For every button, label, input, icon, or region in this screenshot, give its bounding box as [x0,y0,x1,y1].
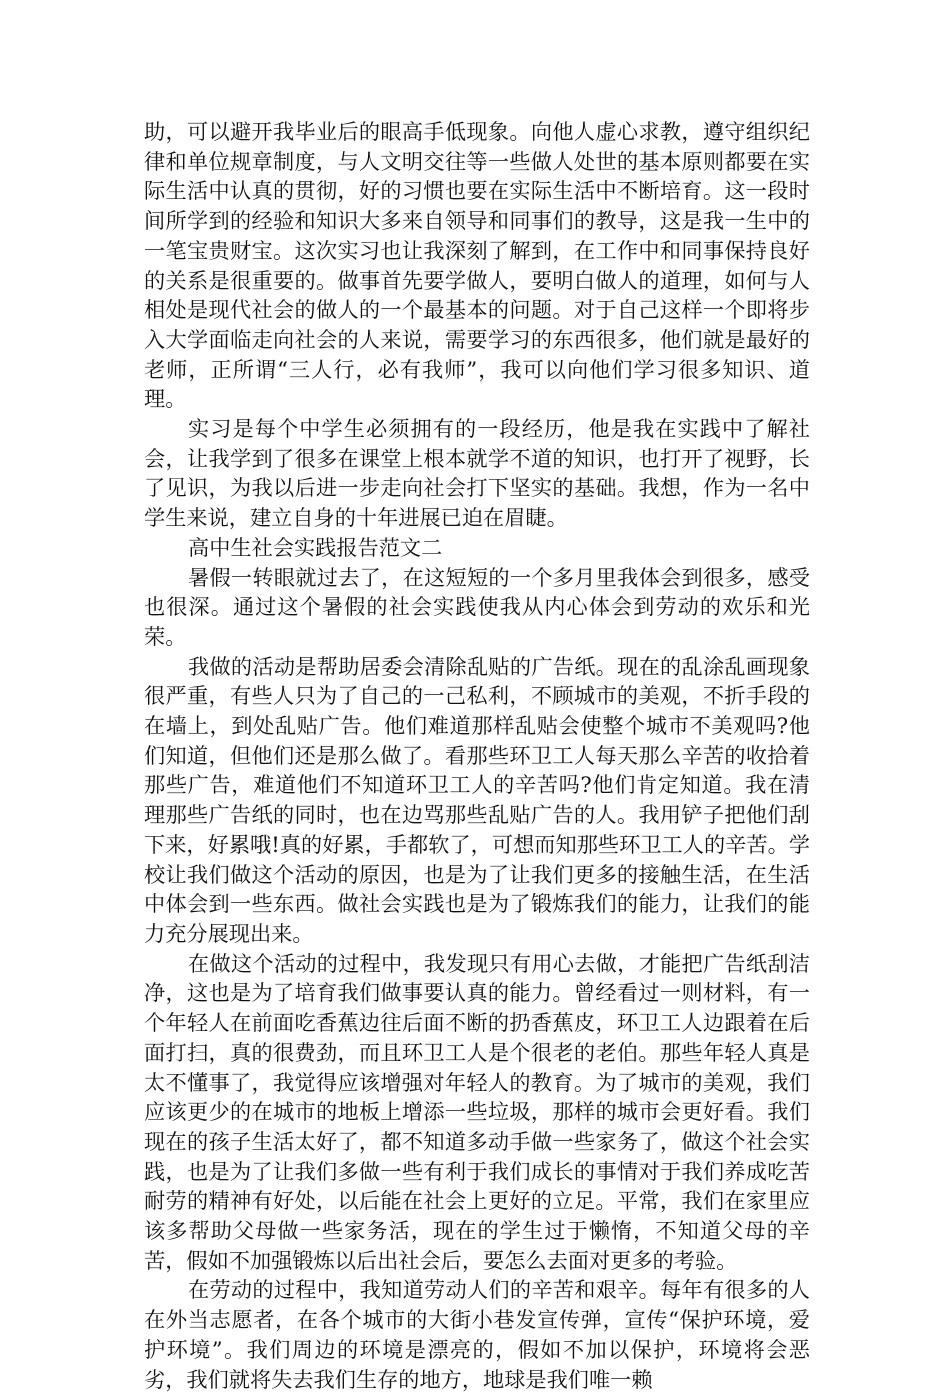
paragraph-1: 助，可以避开我毕业后的眼高手低现象。向他人虚心求教，遵守组织纪律和单位规章制度，与人文明交往等一些做人处世的基本原则都要在实际生活中认真的贯彻，好的习惯也要在实际生活中不断培育。这一段时间所学到的经验和知识大多来自领导和同事们的教导，这是我一生中的一笔宝贵财宝。这次实习也让我深刻了解到，在工作中和同事保持良好的关系是很重要的。做事首先要学做人，要明白做人的道理，如何与人相处是现代社会的做人的一个最基本的问题。对于自己这样一个即将步入大学面临走向社会的人来说，需要学习的东西很多，他们就是最好的老师，正所谓“三人行，必有我师”，我可以向他们学习很多知识、道理。 [144,119,810,412]
section-heading: 高中生社会实践报告范文二 [188,534,443,560]
paragraph-5: 在做这个活动的过程中，我发现只有用心去做，才能把广告纸刮洁净，这也是为了培育我们做事要认真的能力。曾经看过一则材料，有一个年轻人在前面吃香蕉边往后面不断的扔香蕉皮，环卫工人边跟着在后面打扫，真的很费劲，而且环卫工人是个很老的老伯。那些年轻人真是太不懂事了，我觉得应该增强对年轻人的教育。为了城市的美观，我们应该更少的在城市的地板上增添一些垃圾，那样的城市会更好看。我们现在的孩子生活太好了，都不知道多动手做一些家务了，做这个社会实践，也是为了让我们多做一些有利于我们成长的事情对于我们养成吃苦耐劳的精神有好处，以后能在社会上更好的立足。平常，我们在家里应该多帮助父母做一些家务活，现在的学生过于懒惰，不知道父母的辛苦，假如不加强锻炼以后出社会后，要怎么去面对更多的考验。 [144,950,810,1273]
paragraph-4: 我做的活动是帮助居委会清除乱贴的广告纸。现在的乱涂乱画现象很严重，有些人只为了自己的一己私利，不顾城市的美观，不折手段的在墙上，到处乱贴广告。他们难道那样乱贴会使整个城市不美观吗?他们知道，但他们还是那么做了。看那些环卫工人每天那么辛苦的收拾着那些广告，难道他们不知道环卫工人的辛苦吗?他们肯定知道。我在清理那些广告纸的同时，也在边骂那些乱贴广告的人。我用铲子把他们刮下来，好累哦!真的好累，手都软了，可想而知那些环卫工人的辛苦。学校让我们做这个活动的原因，也是为了让我们更多的接触生活，在生活中体会到一些东西。做社会实践也是为了锻炼我们的能力，让我们的能力充分展现出来。 [144,653,810,946]
paragraph-3: 暑假一转眼就过去了，在这短短的一个多月里我体会到很多，感受也很深。通过这个暑假的社会实践使我从内心体会到劳动的欢乐和光荣。 [144,564,810,649]
paragraph-6: 在劳动的过程中，我知道劳动人们的辛苦和艰辛。每年有很多的人在外当志愿者，在各个城市的大街小巷发宣传弹，宣传“保护环境，爱护环境”。我们周边的环境是漂亮的，假如不加以保护，环境将会恶劣，我们就将失去我们生存的地方，地球是我们唯一赖 [144,1277,810,1392]
paragraph-2: 实习是每个中学生必须拥有的一段经历，他是我在实践中了解社会，让我学到了很多在课堂上根本就学不道的知识，也打开了视野，长了见识，为我以后进一步走向社会打下坚实的基础。我想，作为一名中学生来说，建立自身的十年进展已迫在眉睫。 [144,416,810,531]
document-body [144,117,810,1394]
